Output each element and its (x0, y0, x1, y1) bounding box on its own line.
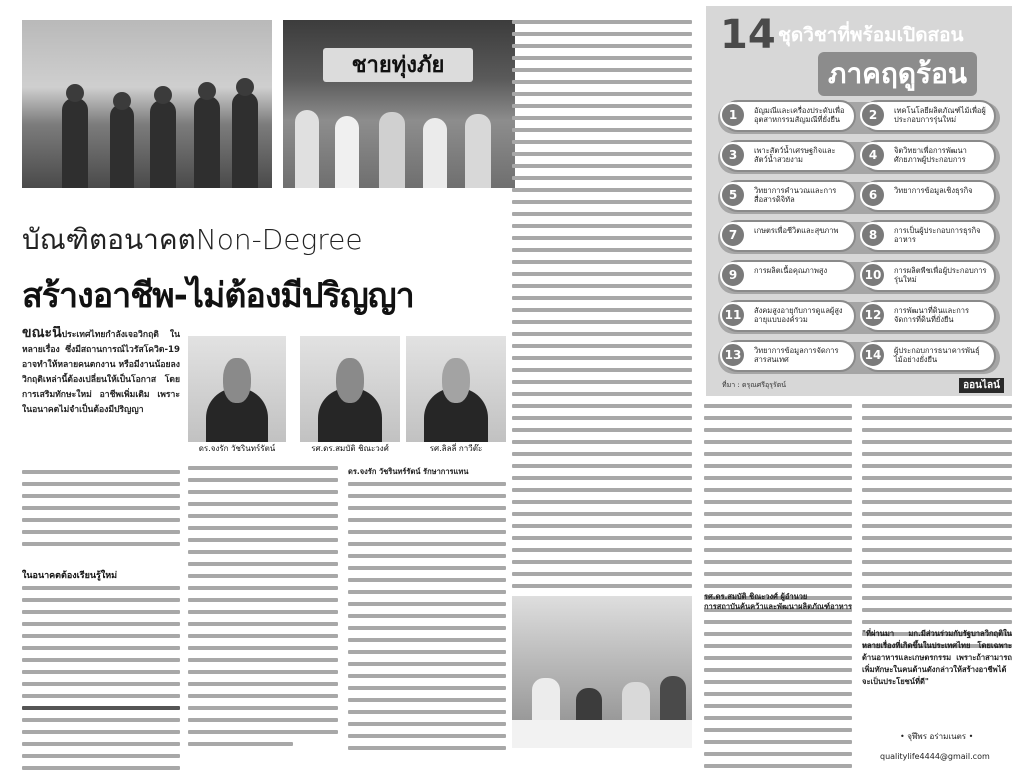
portrait-2 (300, 336, 400, 456)
course-card-7 (722, 220, 856, 252)
course-card-2 (862, 100, 996, 132)
course-number: 6 (860, 182, 886, 208)
exhibition-sign: ชายทุ่งภัย (323, 48, 473, 82)
portrait-2-caption: รศ.ดร.สมบัติ ชิณะวงศ์ (300, 442, 400, 456)
course-label: ผู้ประกอบการธนาคารพันธุ์ไม้อย่างยั่งยืน (894, 346, 980, 364)
course-label: วิทยาการข้อมูลเชิงธุรกิจ (894, 186, 973, 195)
course-label: การเป็นผู้ประกอบการธุรกิจอาหาร (894, 226, 981, 244)
course-card-14 (862, 340, 996, 372)
infographic-title-top: ชุดวิชาที่พร้อมเปิดสอน (778, 24, 964, 46)
workshop-photo (512, 596, 692, 748)
course-label: การพัฒนาที่ดินและการจัดการที่ดินที่ยั่งยืน (894, 306, 970, 324)
infographic-source: ที่มา : ดรุณศรีอุรุรัตน์ (722, 381, 787, 389)
headline-bold: สร้างอาชีพ-ไม่ต้องมีปริญญา (22, 276, 414, 316)
column-3-body (348, 482, 506, 758)
course-card-1 (722, 100, 856, 132)
course-number: 10 (860, 262, 886, 288)
course-card-6 (862, 180, 996, 212)
portrait-3-caption: รศ.ลิลลี่ กาวีต๊ะ (406, 442, 506, 456)
course-label: จิตวิทยาเพื่อการพัฒนาศักยภาพผู้ประกอบการ (894, 146, 967, 164)
course-label: อัญมณีและเครื่องประดับเพื่ออุตสาหกรรมสัญมณีที่ยั่งยืน (754, 106, 845, 124)
course-number: 7 (720, 222, 746, 248)
closing-quote: "ที่ผ่านมา มก.มีส่วนร่วมกับรัฐบาลวิกฤติในหลายเรื่องที่เกิดขึ้นในประเทศไทย โดยเฉพาะด้านอาหารและเกษตรกรรม เพราะถ้าสามารถเพิ่มทักษะในคนด้านดังกล่าวให้สร้างอาชีพได้จะเป็นประโยชน์ที่ดี" (862, 629, 1012, 686)
course-label: เพาะสัตว์น้ำเศรษฐกิจและสัตว์น้ำสวยงาม (754, 146, 836, 164)
portrait-1-caption: ดร.จงรัก วัชรินทร์รัตน์ (188, 442, 286, 456)
course-card-3 (722, 140, 856, 172)
column-5-body-2 (704, 620, 852, 773)
course-label: สังคมสูงอายุกับการดูแลผู้สูงอายุแบบองค์รวม (754, 306, 843, 324)
course-number: 12 (860, 302, 886, 328)
course-number: 1 (720, 102, 746, 128)
course-number: 4 (860, 142, 886, 168)
column-5-name-line1: รศ.ดร.สมบัติ ชิณะวงศ์ ผู้อำนวย (704, 592, 808, 601)
portrait-3 (406, 336, 506, 456)
column-5-name-line2: การสถาบันค้นคว้าและพัฒนาผลิตภัณฑ์อาหาร (704, 602, 852, 611)
infographic-14-courses (706, 6, 1012, 396)
course-label: เกษตรเพื่อชีวิตและสุขภาพ (754, 226, 839, 235)
course-number: 9 (720, 262, 746, 288)
lede-text: ประเทศไทยกำลังเจอวิกฤติ ในหลายเรื่อง ซึ่งมีสถานการณ์ไวรัสโควิด-19 อาจทำให้หลายคนตกงาน หรือมีงานน้อยลง วิกฤติเหล่านี้ต้องเปลี่ยนให้เป็นโอกาส โดย การเสริมทักษะใหม่ อาชีพเพิ่มเติม เพราะในอนาคตไม่จำเป็นต้องมีปริญญา (22, 330, 180, 415)
course-number: 2 (860, 102, 886, 128)
column-6-body (862, 404, 1012, 656)
course-label: การผลิตพืชเพื่อผู้ประกอบการรุ่นใหม่ (894, 266, 987, 284)
course-number: 11 (720, 302, 746, 328)
course-number: 5 (720, 182, 746, 208)
column-3-name: ดร.จงรัก วัชรินทร์รัตน์ รักษาการแทน (348, 467, 469, 476)
exhibition-photo (283, 20, 515, 188)
contact-email: qualitylife4444@gmail.com (880, 752, 990, 761)
column-1-body-2 (22, 586, 180, 773)
portrait-1 (188, 336, 286, 456)
course-label: วิทยาการคำนวณและการสื่อสารดิจิทัล (754, 186, 837, 204)
infographic-title-bottom: ภาคฤดูร้อน (818, 52, 977, 96)
column-1-body (22, 470, 180, 554)
infographic-title-number: 14 (720, 12, 776, 58)
column-2-body (188, 466, 338, 754)
byline: • จุฬีพร อร่ามเนตร • (900, 732, 974, 741)
course-card-11 (722, 300, 856, 332)
lede-lead-word: ขณะนี้ (22, 326, 62, 341)
course-label: เทคโนโลยีผลิตภัณฑ์ไม้เพื่อผู้ประกอบการรุ่นใหม่ (894, 106, 986, 124)
course-card-5 (722, 180, 856, 212)
course-card-9 (722, 260, 856, 292)
headline-light: บัณฑิตอนาคตNon-Degree (22, 223, 363, 256)
rice-field-photo (22, 20, 272, 188)
course-number: 8 (860, 222, 886, 248)
course-number: 14 (860, 342, 886, 368)
course-label: วิทยาการข้อมูลการจัดการสารสนเทศ (754, 346, 839, 364)
lede-paragraph (22, 326, 180, 466)
course-card-8 (862, 220, 996, 252)
course-number: 13 (720, 342, 746, 368)
infographic-brand: ออนไลน์ (959, 378, 1004, 393)
course-card-4 (862, 140, 996, 172)
course-number: 3 (720, 142, 746, 168)
course-label: การผลิตเนื้อคุณภาพสูง (754, 266, 828, 275)
course-card-10 (862, 260, 996, 292)
course-card-12 (862, 300, 996, 332)
course-card-13 (722, 340, 856, 372)
column-5-name (704, 592, 852, 612)
subhead-future: ในอนาคตต้องเรียนรู้ใหม่ (22, 571, 118, 581)
